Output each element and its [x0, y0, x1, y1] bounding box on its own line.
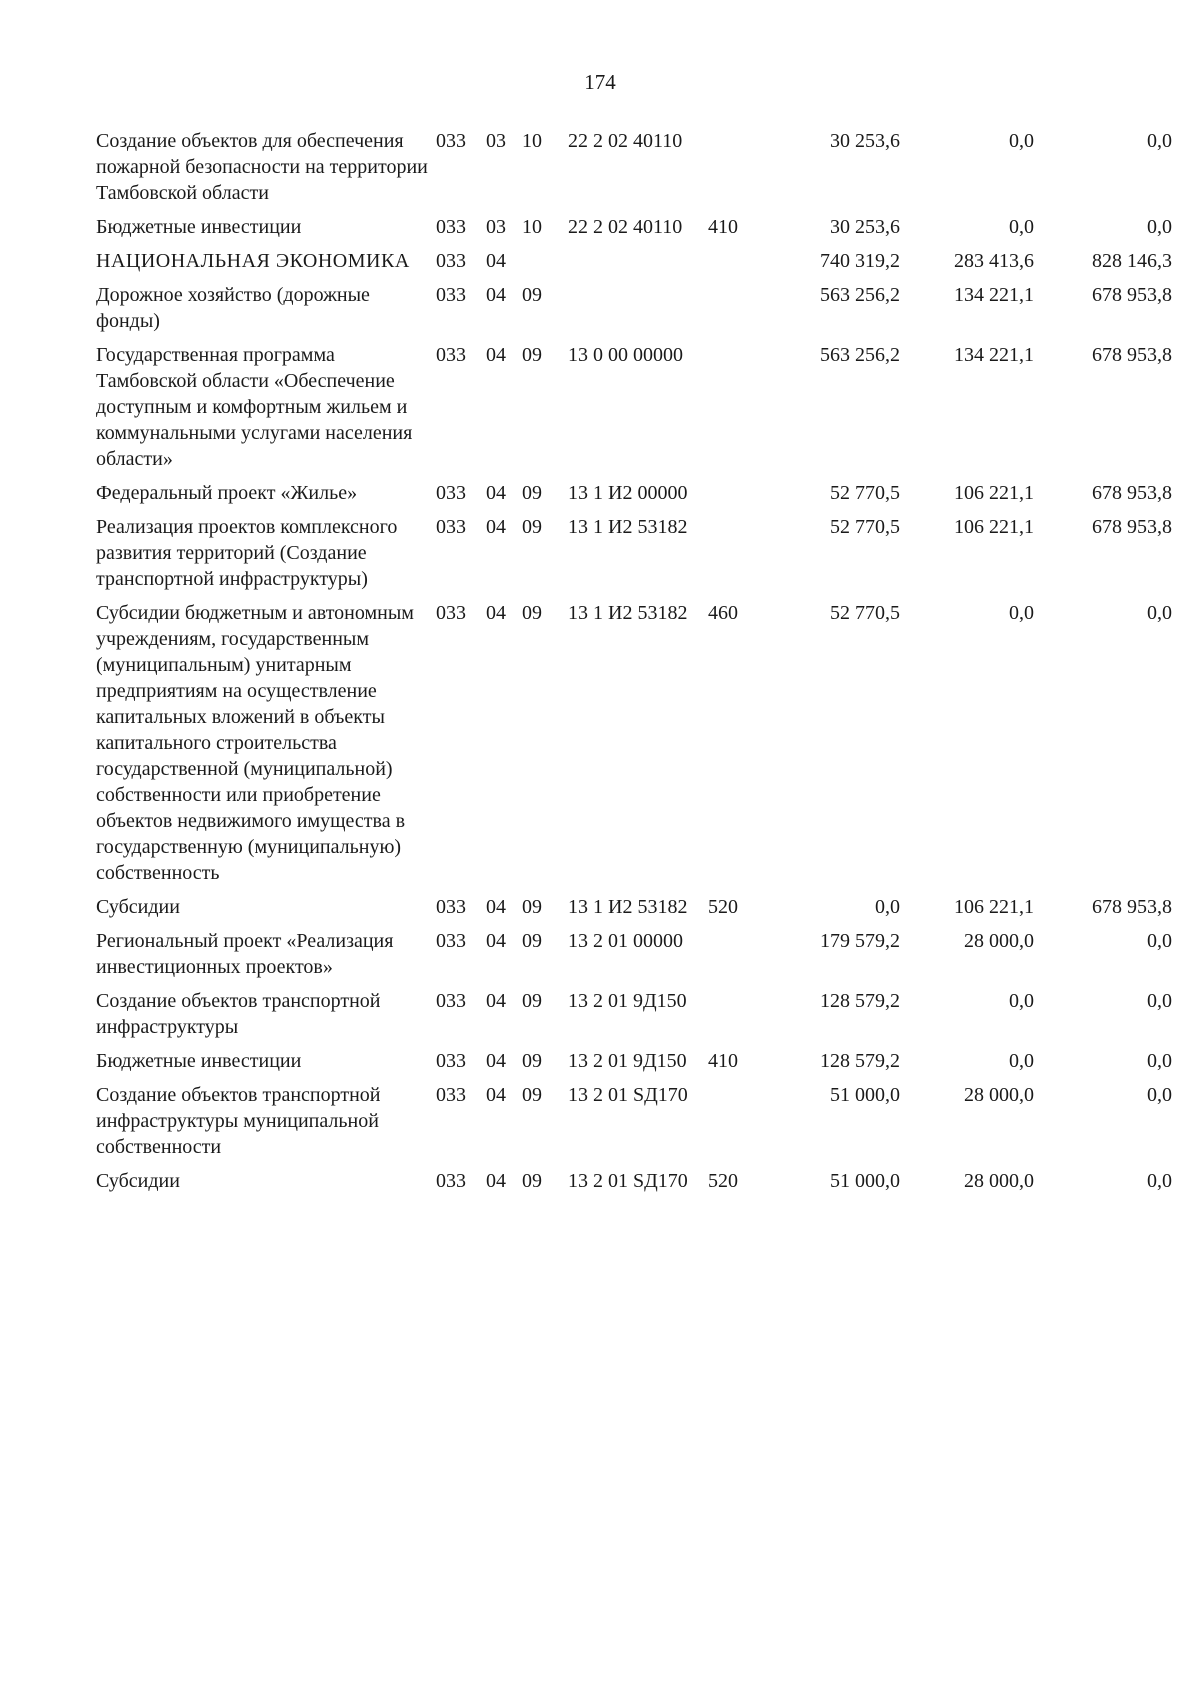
table-row	[96, 600, 1172, 894]
row-amount-3: 0,0	[1147, 1084, 1172, 1106]
row-amount-3: 678 953,8	[1092, 284, 1172, 306]
row-vr-code: 520	[708, 896, 738, 918]
table-row	[96, 342, 1172, 480]
row-vr-code: 460	[708, 602, 738, 624]
row-vr-code	[708, 1082, 760, 1168]
row-name: Федеральный проект «Жилье»	[96, 482, 358, 504]
row-amount-1: 563 256,2	[820, 344, 900, 366]
table-row	[96, 128, 1172, 214]
row-amount-1: 30 253,6	[830, 130, 900, 152]
row-gr-code: 033	[436, 896, 466, 918]
row-amount-3: 0,0	[1147, 990, 1172, 1012]
table-row	[96, 988, 1172, 1048]
row-amount-3: 0,0	[1147, 216, 1172, 238]
row-amount-2: 134 221,1	[954, 284, 1034, 306]
row-csr-code: 13 2 01 9Д150	[568, 990, 687, 1012]
row-rz-code: 04	[486, 896, 506, 918]
row-vr-code: 410	[708, 216, 738, 238]
row-csr-code: 22 2 02 40110	[568, 130, 683, 152]
row-pr-code	[522, 248, 568, 282]
row-rz-code: 04	[486, 1170, 506, 1192]
row-name: Бюджетные инвестиции	[96, 216, 302, 238]
row-amount-1: 30 253,6	[830, 216, 900, 238]
row-amount-1: 128 579,2	[820, 1050, 900, 1072]
row-name: Субсидии бюджетным и автономным учреждениям, государственным (муниципальным) унитарным предприятиям на осуществление капитальных вложений в объекты капитального строительства государственной (муниципальной) собственности или приобретение объектов недвижимого имущества в государственную (муниципальную) собственность	[96, 602, 414, 884]
row-csr-code: 13 0 00 00000	[568, 344, 683, 366]
row-name: Государственная программа Тамбовской области «Обеспечение доступным и комфортным жильем и коммунальными услугами населения области»	[96, 344, 413, 470]
budget-table	[96, 128, 1172, 1202]
table-row	[96, 1048, 1172, 1082]
row-gr-code: 033	[436, 482, 466, 504]
table-row	[96, 1082, 1172, 1168]
row-pr-code: 09	[522, 1050, 542, 1072]
row-csr-code: 13 1 И2 53182	[568, 896, 688, 918]
row-amount-2: 106 221,1	[954, 516, 1034, 538]
row-amount-1: 740 319,2	[820, 250, 900, 272]
row-gr-code: 033	[436, 516, 466, 538]
row-amount-2: 28 000,0	[964, 1170, 1034, 1192]
row-csr-code	[568, 282, 708, 342]
row-pr-code: 09	[522, 1084, 542, 1106]
row-csr-code: 13 2 01 9Д150	[568, 1050, 687, 1072]
row-amount-2: 0,0	[1009, 602, 1034, 624]
row-csr-code: 13 2 01 SД170	[568, 1084, 688, 1106]
table-row	[96, 1168, 1172, 1202]
row-rz-code: 04	[486, 482, 506, 504]
table-row	[96, 282, 1172, 342]
row-amount-1: 52 770,5	[830, 602, 900, 624]
row-csr-code	[568, 248, 708, 282]
row-rz-code: 04	[486, 602, 506, 624]
row-amount-2: 283 413,6	[954, 250, 1034, 272]
row-gr-code: 033	[436, 990, 466, 1012]
row-name: Дорожное хозяйство (дорожные фонды)	[96, 284, 370, 332]
table-row	[96, 928, 1172, 988]
row-amount-1: 51 000,0	[830, 1170, 900, 1192]
row-amount-3: 0,0	[1147, 1170, 1172, 1192]
row-gr-code: 033	[436, 602, 466, 624]
row-pr-code: 09	[522, 990, 542, 1012]
table-row	[96, 248, 1172, 282]
row-vr-code: 520	[708, 1170, 738, 1192]
row-amount-1: 52 770,5	[830, 516, 900, 538]
row-rz-code: 04	[486, 284, 506, 306]
row-pr-code: 09	[522, 896, 542, 918]
row-pr-code: 09	[522, 930, 542, 952]
row-csr-code: 13 1 И2 53182	[568, 516, 688, 538]
row-rz-code: 04	[486, 250, 506, 272]
row-pr-code: 10	[522, 130, 542, 152]
row-amount-2: 28 000,0	[964, 930, 1034, 952]
page-number: 174	[584, 70, 616, 94]
row-rz-code: 04	[486, 990, 506, 1012]
row-pr-code: 09	[522, 1170, 542, 1192]
row-vr-code	[708, 988, 760, 1048]
table-row	[96, 214, 1172, 248]
row-amount-2: 0,0	[1009, 990, 1034, 1012]
row-pr-code: 09	[522, 516, 542, 538]
row-pr-code: 09	[522, 284, 542, 306]
row-vr-code	[708, 342, 760, 480]
row-name: Субсидии	[96, 1170, 180, 1192]
row-name: Создание объектов транспортной инфраструктуры муниципальной собственности	[96, 1084, 381, 1158]
row-vr-code	[708, 128, 760, 214]
row-vr-code	[708, 248, 760, 282]
row-name: Реализация проектов комплексного развития территорий (Создание транспортной инфраструктуры)	[96, 516, 398, 590]
row-pr-code: 10	[522, 216, 542, 238]
row-name: Региональный проект «Реализация инвестиционных проектов»	[96, 930, 394, 978]
row-amount-3: 828 146,3	[1092, 250, 1172, 272]
row-name: НАЦИОНАЛЬНАЯ ЭКОНОМИКА	[96, 250, 410, 272]
row-rz-code: 03	[486, 216, 506, 238]
row-amount-2: 0,0	[1009, 216, 1034, 238]
row-csr-code: 13 2 01 00000	[568, 930, 683, 952]
row-amount-3: 678 953,8	[1092, 896, 1172, 918]
row-csr-code: 22 2 02 40110	[568, 216, 683, 238]
row-amount-1: 52 770,5	[830, 482, 900, 504]
row-amount-3: 0,0	[1147, 1050, 1172, 1072]
row-rz-code: 04	[486, 516, 506, 538]
row-amount-3: 0,0	[1147, 602, 1172, 624]
row-vr-code: 410	[708, 1050, 738, 1072]
row-pr-code: 09	[522, 602, 542, 624]
row-gr-code: 033	[436, 1170, 466, 1192]
row-vr-code	[708, 928, 760, 988]
row-gr-code: 033	[436, 130, 466, 152]
row-amount-1: 51 000,0	[830, 1084, 900, 1106]
row-amount-1: 179 579,2	[820, 930, 900, 952]
row-gr-code: 033	[436, 930, 466, 952]
row-csr-code: 13 1 И2 00000	[568, 482, 688, 504]
row-gr-code: 033	[436, 1050, 466, 1072]
row-amount-3: 0,0	[1147, 130, 1172, 152]
row-gr-code: 033	[436, 216, 466, 238]
row-rz-code: 04	[486, 344, 506, 366]
row-pr-code: 09	[522, 482, 542, 504]
row-amount-1: 563 256,2	[820, 284, 900, 306]
row-vr-code	[708, 480, 760, 514]
table-body	[96, 128, 1172, 1202]
row-amount-2: 0,0	[1009, 1050, 1034, 1072]
row-csr-code: 13 1 И2 53182	[568, 602, 688, 624]
row-amount-3: 678 953,8	[1092, 482, 1172, 504]
row-vr-code	[708, 514, 760, 600]
row-amount-3: 678 953,8	[1092, 516, 1172, 538]
row-amount-2: 106 221,1	[954, 896, 1034, 918]
row-rz-code: 03	[486, 130, 506, 152]
row-gr-code: 033	[436, 250, 466, 272]
row-gr-code: 033	[436, 1084, 466, 1106]
table-row	[96, 894, 1172, 928]
row-name: Создание объектов для обеспечения пожарной безопасности на территории Тамбовской области	[96, 130, 428, 204]
row-amount-2: 28 000,0	[964, 1084, 1034, 1106]
table-row	[96, 514, 1172, 600]
row-amount-2: 134 221,1	[954, 344, 1034, 366]
row-name: Бюджетные инвестиции	[96, 1050, 302, 1072]
row-amount-2: 0,0	[1009, 130, 1034, 152]
row-amount-1: 0,0	[875, 896, 900, 918]
row-csr-code: 13 2 01 SД170	[568, 1170, 688, 1192]
row-amount-2: 106 221,1	[954, 482, 1034, 504]
row-name: Создание объектов транспортной инфраструктуры	[96, 990, 381, 1038]
row-name: Субсидии	[96, 896, 180, 918]
row-gr-code: 033	[436, 344, 466, 366]
row-gr-code: 033	[436, 284, 466, 306]
row-amount-3: 678 953,8	[1092, 344, 1172, 366]
row-pr-code: 09	[522, 344, 542, 366]
row-rz-code: 04	[486, 930, 506, 952]
table-row	[96, 480, 1172, 514]
row-rz-code: 04	[486, 1084, 506, 1106]
row-rz-code: 04	[486, 1050, 506, 1072]
row-vr-code	[708, 282, 760, 342]
row-amount-3: 0,0	[1147, 930, 1172, 952]
row-amount-1: 128 579,2	[820, 990, 900, 1012]
